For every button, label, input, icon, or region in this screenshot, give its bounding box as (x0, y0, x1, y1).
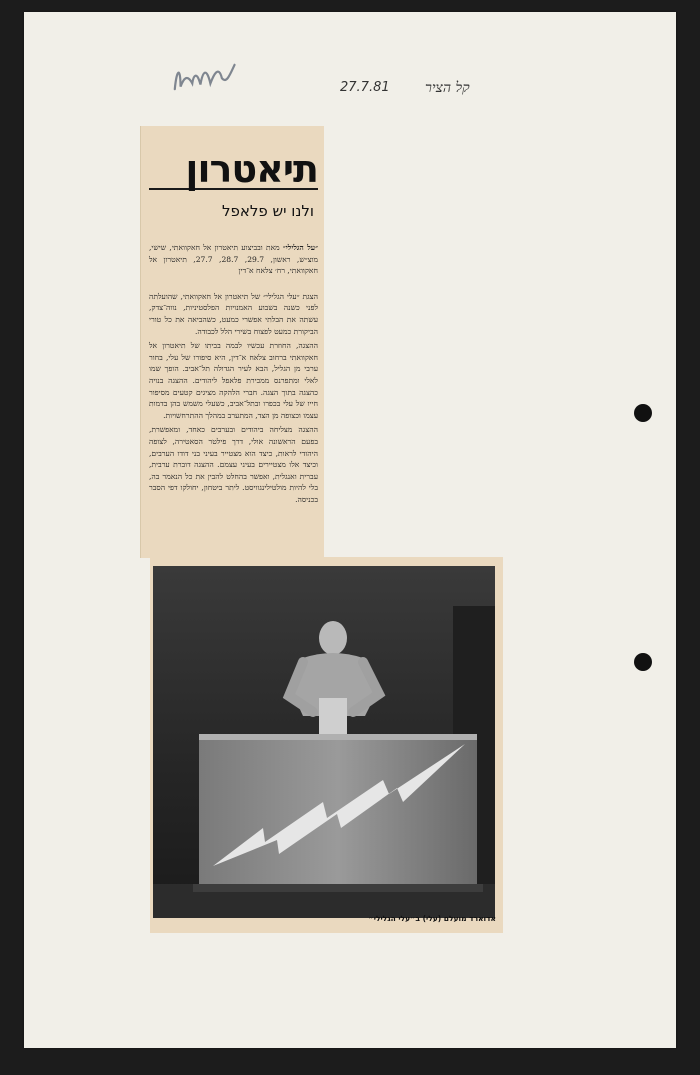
handwritten-date: 27.7.81 (340, 80, 390, 95)
article-credits (149, 242, 318, 277)
section-masthead (149, 132, 318, 190)
photo-caption: אדוארד מועלם (עלי) ב״עלי הגלילי״ (368, 914, 496, 923)
handwritten-signature (168, 52, 243, 107)
handwritten-source-note: קל הציר (425, 80, 470, 96)
punch-hole-bottom (634, 653, 652, 671)
punch-hole-top (634, 404, 652, 422)
credits-text: מאת ובביצוע תיאטרון אל חאקוואתי, שישי, מוצ״ש, ראשון, 29.7, 28.7, 27.7, תיאטרון אל חאקוואתי, רח׳ צלאח א־דין (149, 243, 319, 276)
performance-photo (153, 566, 495, 918)
masthead-title: תיאטרון (185, 147, 318, 191)
article-paragraph: ההצגה, החוזרת עכשיו לבמה בביתו של תיאטרון אל חאקוואתי ברחוב צלאח א־דין, היא סיפורו של עלי, בחור ערבי מן הגליל, הבא לעיר הגדולה תל־אביב. הופך שמו לאלי ומתפרנס ממכירת פלאפל ליהודים. ההצגה בנויה כהצגה בתוך הצגה. חברי הלהקה מציגים קטעים מסיפור חייו של עלי בכפרו ובתל־אביב, כשעלי משמש בהן בדמות עצמו וכצופה מן הצד, המתערב במהלך ההתרחשויות. (149, 341, 318, 420)
article-paragraph: ההצגה מצליחה ביהודים ובערבים כאחד, ומאפשרת, בפעם הראשונה אולי, דרך פילטר הסאטירה, לצופה היהודי לראות, כיצד הוא מצטייר בעיני בני דודו הערבים, וכיצד אלו מצטיירים בעיני עצמם. ההצגה דוברת ערבית, עברית ואנגלית, ואפשר בהחלט להבין את כל הנאמר בה, בלי להיות מולטילינגוויסט. ליתר ביטחון, יחולקו דפי הסבר בכניסה. (149, 425, 318, 504)
credits-title: ״על הגלילי״ (282, 243, 318, 252)
article-paragraph: הצגת ״עלי הגלילי״ של תיאטרון אל חאקוואתי, שהועלתה לפני כשנה בשבוע האמנויות הפלסטיניות, נווה־צדק, עשתה את הבלתי אפשרי כמעט, כשהביאה את כל טורי הביקורת כמעט לפצוח בשירי הלל לכבודה. (149, 291, 318, 336)
signature-scribble-icon (168, 52, 242, 99)
newspaper-clipping (140, 126, 324, 558)
article-headline: ולנו יש פלאפל (221, 202, 314, 220)
stage-photo-image (153, 566, 495, 918)
photo-clipping (150, 557, 503, 933)
